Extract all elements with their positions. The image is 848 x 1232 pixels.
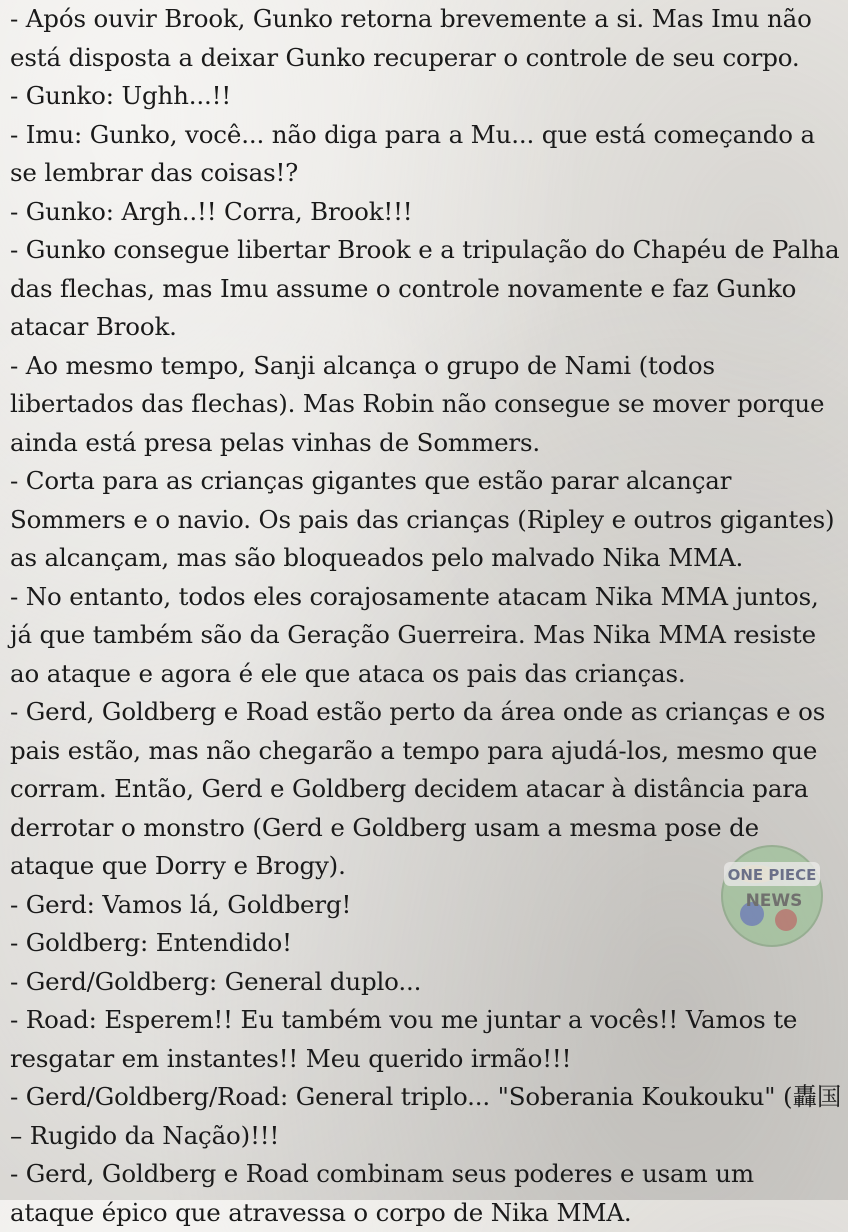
one-piece-news-logo-icon	[716, 840, 828, 952]
paragraph-3: - Imu: Gunko, você... não diga para a Mu... que está começando a se lembrar das coisas!?	[10, 119, 815, 187]
paragraph-5: - Gunko consegue libertar Brook e a tripulação do Chapéu de Palha das flechas, mas Imu assume o controle novamente e faz Gunko atacar Brook.	[10, 235, 840, 341]
paragraph-4: - Gunko: Argh..!! Corra, Brook!!!	[10, 196, 413, 226]
svg-text:NEWS: NEWS	[745, 891, 803, 911]
paragraph-7: - Corta para as crianças gigantes que estão parar alcançar Sommers e o navio. Os pais das crianças (Ripley e outros gigantes) as alcançam, mas são bloqueados pelo malvado Nika MMA.	[10, 466, 835, 572]
svg-text:ONE PIECE: ONE PIECE	[727, 866, 817, 884]
paragraph-14: - Gerd/Goldberg/Road: General triplo... "Soberania Koukouku" (轟国 – Rugido da Nação)!!!	[10, 1082, 842, 1150]
paragraph-15: - Gerd, Goldberg e Road combinam seus poderes e usam um ataque épico que atravessa o corpo de Nika MMA.	[10, 1159, 754, 1227]
paragraph-1: - Após ouvir Brook, Gunko retorna brevemente a si. Mas Imu não está disposta a deixar Gunko recuperar o controle de seu corpo.	[10, 4, 812, 72]
paragraph-9: - Gerd, Goldberg e Road estão perto da área onde as crianças e os pais estão, mas não chegarão a tempo para ajudá-los, mesmo que corram. Então, Gerd e Goldberg decidem atacar à distância para derrotar o monstro (Gerd e Goldberg usam a mesma pose de ataque que Dorry e Brogy).	[10, 697, 826, 880]
paragraph-13: - Road: Esperem!! Eu também vou me juntar a vocês!! Vamos te resgatar em instantes!! Meu querido irmão!!!	[10, 1005, 798, 1073]
article-text	[10, 0, 842, 1232]
paragraph-12: - Gerd/Goldberg: General duplo...	[10, 966, 422, 996]
paragraph-8: - No entanto, todos eles corajosamente atacam Nika MMA juntos, já que também são da Geração Guerreira. Mas Nika MMA resiste ao ataque e agora é ele que ataca os pais das crianças.	[10, 581, 819, 688]
paragraph-11: - Goldberg: Entendido!	[10, 928, 292, 957]
paragraph-6: - Ao mesmo tempo, Sanji alcança o grupo de Nami (todos libertados das flechas). Mas Robin não consegue se mover porque ainda está presa pelas vinhas de Sommers.	[10, 350, 825, 457]
paragraph-10: - Gerd: Vamos lá, Goldberg!	[10, 889, 352, 919]
paragraph-2: - Gunko: Ughh...!!	[10, 81, 232, 110]
document-page	[10, 0, 842, 1227]
